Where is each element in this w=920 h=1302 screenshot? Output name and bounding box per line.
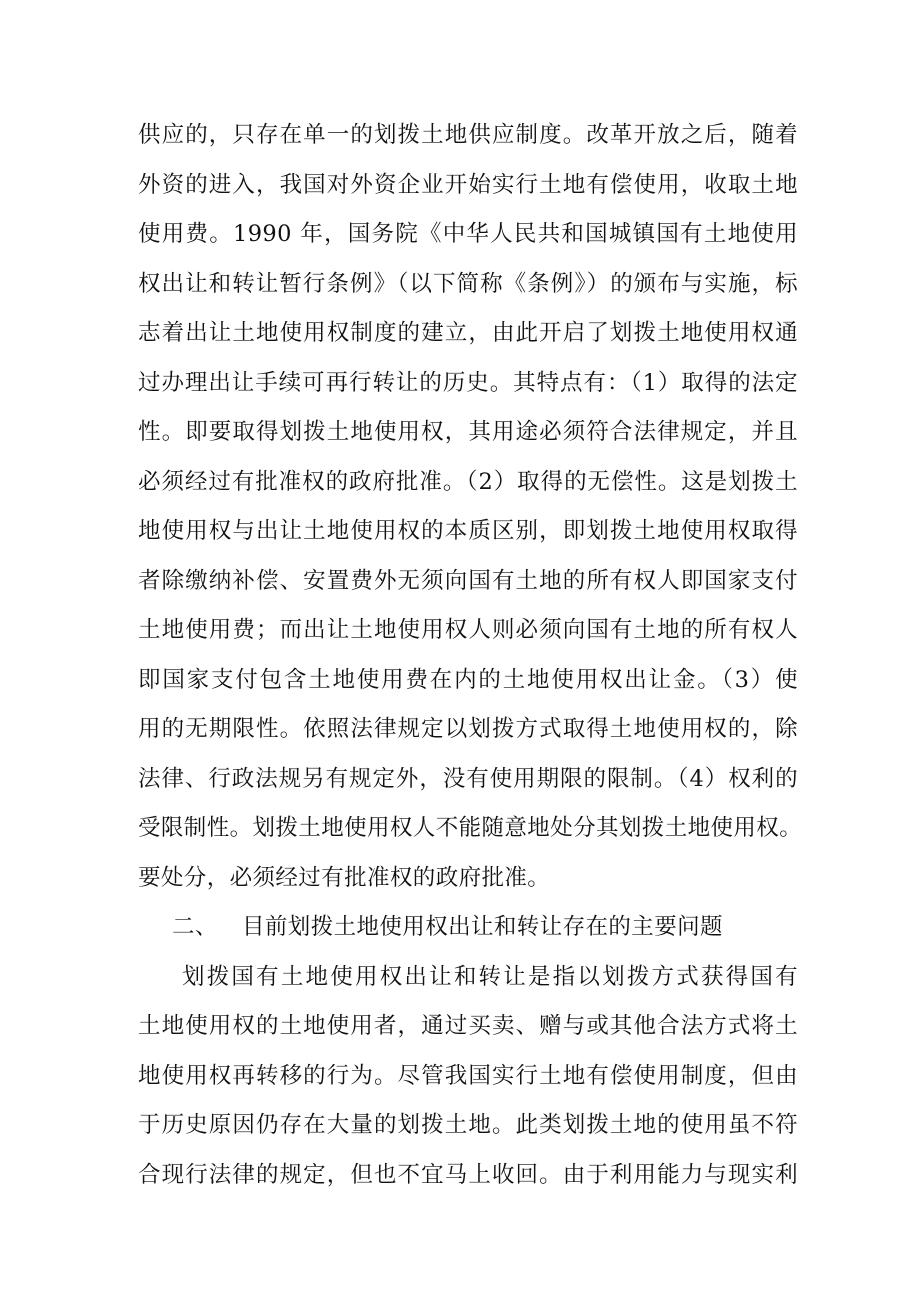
text-line: 外资的进入，我国对外资企业开始实行土地有偿使用，收取土地 [138, 171, 798, 198]
text-line: 法律、行政法规另有规定外，没有使用期限的限制。（4）权利的 [138, 765, 798, 792]
section-heading [138, 903, 798, 953]
text-line: 即国家支付包含土地使用费在内的土地使用权出让金。（3）使 [138, 666, 798, 693]
text-line: 地使用权与出让土地使用权的本质区别，即划拨土地使用权取得 [138, 518, 798, 544]
text-line: 志着出让土地使用权制度的建立，由此开启了划拨土地使用权通 [138, 320, 798, 346]
text-line: 土地使用费；而出让土地使用权人则必须向国有土地的所有权人 [138, 617, 798, 643]
section-title: 目前划拨土地使用权出让和转让存在的主要问题 [242, 914, 723, 940]
text-line: 必须经过有批准权的政府批准。（2）取得的无偿性。这是划拨土 [138, 468, 798, 495]
text-line: 者除缴纳补偿、安置费外无须向国有土地的所有权人即国家支付 [138, 567, 798, 594]
text-line: 划拨国有土地使用权出让和转让是指以划拨方式获得国有 [182, 963, 798, 990]
section-number: 二、 [172, 914, 218, 940]
text-line: 用的无期限性。依照法律规定以划拨方式取得土地使用权的，除 [138, 716, 798, 742]
text-line: 地使用权再转移的行为。尽管我国实行土地有偿使用制度，但由 [138, 1062, 798, 1089]
text-line: 要处分，必须经过有批准权的政府批准。 [138, 864, 551, 891]
text-line: 使用费。1990 年，国务院《中华人民共和国城镇国有土地使用 [138, 221, 798, 247]
text-line: 合现行法律的规定，但也不宜马上收回。由于利用能力与现实利 [138, 1161, 798, 1188]
document-body [138, 111, 803, 1200]
text-line: 性。即要取得划拨土地使用权，其用途必须符合法律规定，并且 [138, 419, 798, 445]
text-line: 土地使用权的土地使用者，通过买卖、赠与或其他合法方式将土 [138, 1013, 798, 1039]
text-line: 权出让和转让暂行条例》（以下简称《条例》）的颁布与实施，标 [138, 270, 798, 297]
paragraph-2 [138, 953, 798, 1201]
text-line: 供应的，只存在单一的划拨土地供应制度。改革开放之后，随着 [138, 122, 798, 148]
paragraph-1 [138, 111, 803, 903]
text-line: 于历史原因仍存在大量的划拨土地。此类划拨土地的使用虽不符 [138, 1112, 798, 1138]
text-line: 过办理出让手续可再行转让的历史。其特点有：（1）取得的法定 [138, 369, 798, 396]
text-line: 受限制性。划拨土地使用权人不能随意地处分其划拨土地使用权。 [138, 815, 803, 841]
